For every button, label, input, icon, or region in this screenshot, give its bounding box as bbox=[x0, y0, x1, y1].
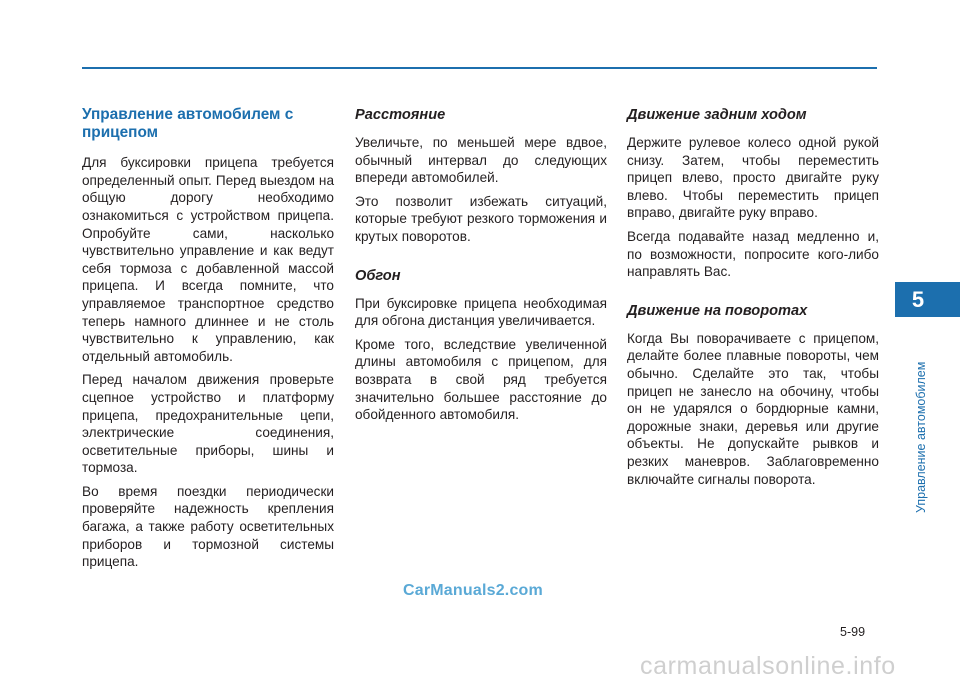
column-left bbox=[82, 106, 334, 577]
chapter-tab bbox=[895, 282, 960, 317]
page-number: 5-99 bbox=[840, 625, 866, 639]
column-right bbox=[627, 106, 879, 494]
body-paragraph: При буксировке прицепа необходимая для обгона дистанция увеличивается. bbox=[355, 295, 607, 329]
subsection-heading: Обгон bbox=[355, 267, 401, 284]
subsection-heading: Расстояние bbox=[355, 107, 446, 123]
footer-watermark: carmanualsonline.info bbox=[640, 652, 896, 680]
chapter-label-text: Управление автомобилем bbox=[914, 361, 928, 513]
chapter-number: 5 bbox=[911, 287, 925, 312]
body-paragraph: Держите рулевое колесо одной рукой снизу. Затем, чтобы переместить прицеп влево, просто двигайте руку влево. Чтобы переместить прицеп вправо, двигайте руку вправо. bbox=[627, 135, 879, 221]
subsection-heading: Движение задним ходом bbox=[627, 107, 807, 123]
section-title: Управление автомобилем с прицепом bbox=[82, 106, 294, 141]
body-paragraph: Всегда подавайте назад медленно и, по возможности, попросите кого-либо направлять Вас. bbox=[627, 228, 879, 280]
column-middle bbox=[355, 106, 607, 430]
body-paragraph: Для буксировки прицепа требуется определенный опыт. Перед выездом на общую дорогу необходимо ознакомиться с устройством прицепа. Опробуйте сами, насколько чувствительно управление и как ведут себя тормоза с добавленной массой прицепа. И всегда помните, что управляемое транспортное средство теперь намного длиннее и не столь чувствительно к управлению, как отдельный автомобиль. bbox=[82, 155, 334, 364]
body-paragraph: Кроме того, вследствие увеличенной длины автомобиля с прицепом, для возврата в свой ряд требуется значительно большее расстояние до обойденного автомобиля. bbox=[355, 336, 607, 423]
body-paragraph: Когда Вы поворачиваете с прицепом, делайте более плавные повороты, чем обычно. Сделайте это так, чтобы прицеп не занесло на обочину, чтобы он не ударялся о бордюрные камни, дорожные знаки, деревья или другие объекты. Не допускайте рывков и резких маневров. Заблаговременно включайте сигналы поворота. bbox=[627, 330, 879, 487]
site-watermark: CarManuals2.com bbox=[403, 582, 543, 599]
body-paragraph: Это позволит избежать ситуаций, которые требуют резкого торможения и крутых поворотов. bbox=[355, 193, 607, 244]
body-paragraph: Во время поездки периодически проверяйте надежность крепления багажа, а также работу осветительных приборов и тормозной системы прицепа. bbox=[82, 483, 334, 570]
body-paragraph: Увеличьте, по меньшей мере вдвое, обычный интервал до следующих впереди автомобилей. bbox=[355, 135, 607, 186]
header-rule bbox=[82, 67, 877, 69]
subsection-heading: Движение на поворотах bbox=[627, 302, 808, 319]
body-paragraph: Перед началом движения проверьте сцепное устройство и платформу прицепа, предохранительные цепи, электрические соединения, осветительные приборы, шины и тормоза. bbox=[82, 372, 334, 476]
chapter-side-label bbox=[893, 325, 928, 515]
